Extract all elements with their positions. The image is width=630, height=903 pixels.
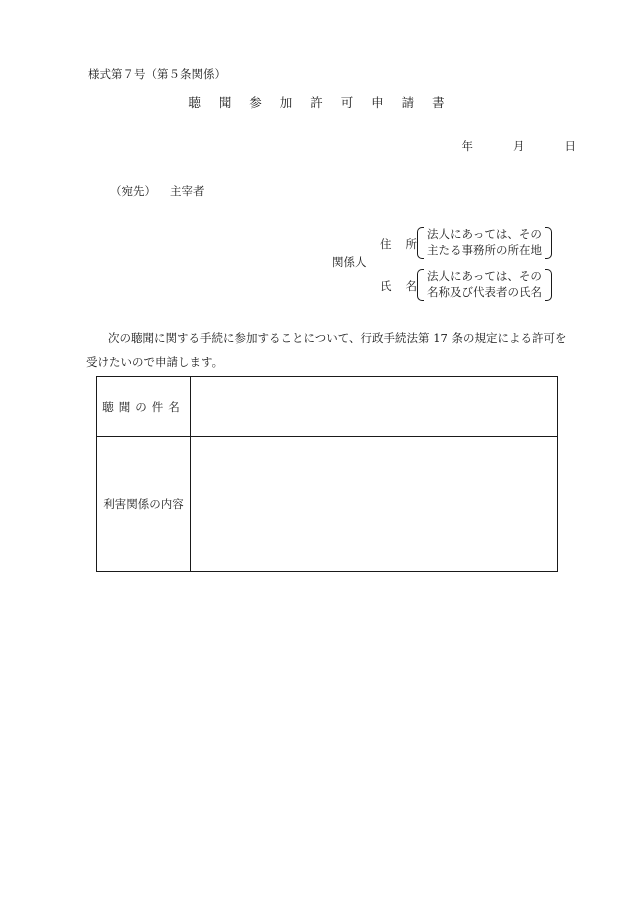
address-label: 住所	[380, 237, 431, 251]
name-label: 氏名	[380, 279, 431, 293]
case-name-field[interactable]	[191, 377, 558, 437]
interest-field[interactable]	[191, 437, 558, 572]
right-brace-icon	[545, 227, 552, 259]
document-title: 聴 聞 参 加 許 可 申 請 書	[188, 95, 452, 110]
left-brace-icon	[417, 227, 424, 259]
name-note-line: 法人にあっては、その	[427, 269, 542, 283]
date-year-field[interactable]: 年	[461, 139, 473, 153]
name-note[interactable]	[417, 268, 552, 300]
interest-label: 利害関係の内容	[97, 437, 191, 572]
addressee-name: 主宰者	[170, 184, 205, 198]
right-brace-icon	[545, 269, 552, 301]
date-day-field[interactable]: 日	[564, 139, 576, 153]
table-row	[97, 437, 558, 572]
address-note-line: 法人にあっては、その	[427, 227, 542, 241]
application-table	[96, 376, 558, 572]
left-brace-icon	[417, 269, 424, 301]
form-number: 様式第７号（第５条関係）	[88, 67, 226, 81]
application-statement: 次の聴聞に関する手続に参加することについて、行政手続法第 17 条の規定による許可を受けたいので申請します。	[86, 331, 567, 369]
address-note-line: 主たる事務所の所在地	[427, 243, 542, 257]
name-note-line: 名称及び代表者の氏名	[427, 285, 542, 299]
table-row	[97, 377, 558, 437]
date-line	[462, 138, 577, 154]
address-note[interactable]	[417, 226, 552, 258]
addressee-prefix: （宛先）	[110, 184, 156, 198]
case-name-label: 聴聞の件名	[97, 377, 191, 437]
addressee-line	[110, 183, 205, 199]
date-month-field[interactable]: 月	[513, 139, 525, 153]
party-label: 関係人	[332, 255, 367, 269]
